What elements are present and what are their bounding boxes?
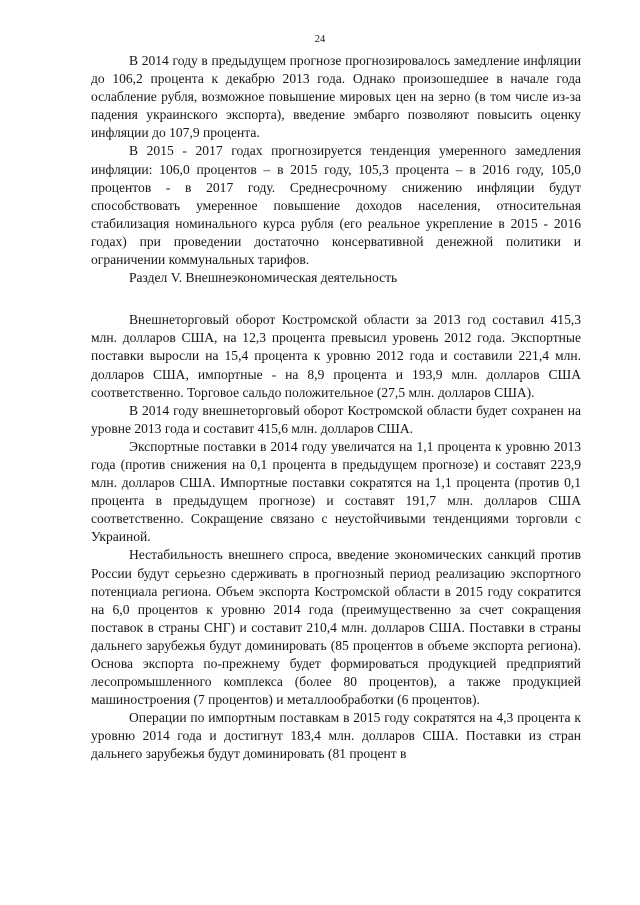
section-heading: Раздел V. Внешнеэкономическая деятельность — [129, 270, 398, 286]
heading-spacer — [91, 287, 581, 311]
paragraph-export-2014: Экспортные поставки в 2014 году увеличатся на 1,1 процента к уровню 2013 года (против снижения на 0,1 процента в предыдущем прогнозе) и составят 223,9 млн. долларов США. Импортные поставки сократятся на 1,1 процента (против 0,1 процента в предыдущем прогнозе) и составят 191,7 млн. долларов США соответственно. Сокращение связано с неустойчивыми тенденциями торговли с Украиной. — [91, 438, 581, 545]
paragraph-inflation-2014: В 2014 году в предыдущем прогнозе прогнозировалось замедление инфляции до 106,2 процента к декабрю 2013 года. Однако произошедшее в начале года ослабление рубля, возможное повышение мировых цен на зерно (в том числе из-за падения украинского экспорта), введение эмбарго позволяют повысить оценку инфляции до 107,9 процента. — [91, 53, 581, 141]
document-body — [91, 52, 581, 764]
paragraph-inflation-2015-2017: В 2015 - 2017 годах прогнозируется тенденция умеренного замедления инфляции: 106,0 процентов – в 2015 году, 105,3 процента – в 2016 году, 105,0 процентов - в 2017 году. Среднесрочному снижению инфляции будут способствовать умеренное повышение доходов населения, относительная стабилизация номинального курса рубля (его реальное укрепление в 2015 - 2016 годах) при проведении достаточно консервативной денежной политики и ограничении коммунальных тарифов. — [91, 143, 581, 268]
paragraph-import-2015: Операции по импортным поставкам в 2015 году сократятся на 4,3 процента к уровню 2014 года и достигнут 183,4 млн. долларов США. Поставки из стран дальнего зарубежья будут доминировать (81 процент в — [91, 710, 581, 762]
paragraph-trade-turnover-2014: В 2014 году внешнеторговый оборот Костромской области будет сохранен на уровне 2013 года и составит 415,6 млн. долларов США. — [91, 402, 581, 436]
page-number: 24 — [314, 34, 326, 45]
paragraph-export-2015: Нестабильность внешнего спроса, введение экономических санкций против России будут серьезно сдерживать в прогнозный период реализацию экспортного потенциала региона. Объем экспорта Костромской области в 2015 году сократится на 6,0 процентов к уровню 2014 года (преимущественно за счет сокращения поставок в страны СНГ) и составит 210,4 млн. долларов США. Поставки в страны дальнего зарубежья будут доминировать (85 процентов в объеме экспорта региона). Основа экспорта по-прежнему будет формироваться продукцией предприятий лесопромышленного комплекса (более 80 процентов), а также продукцией машиностроения (7 процентов) и металлообработки (6 процентов). — [91, 547, 581, 708]
paragraph-trade-turnover-2013: Внешнеторговый оборот Костромской области за 2013 год составил 415,3 млн. долларов США, на 12,3 процента превысил уровень 2012 года. Экспортные поставки выросли на 15,4 процента к уровню 2012 года и составили 221,4 млн. долларов США, импортные - на 8,9 процента и 193,9 млн. долларов США соответственно. Торговое сальдо положительное (27,5 млн. долларов США). — [91, 312, 581, 400]
